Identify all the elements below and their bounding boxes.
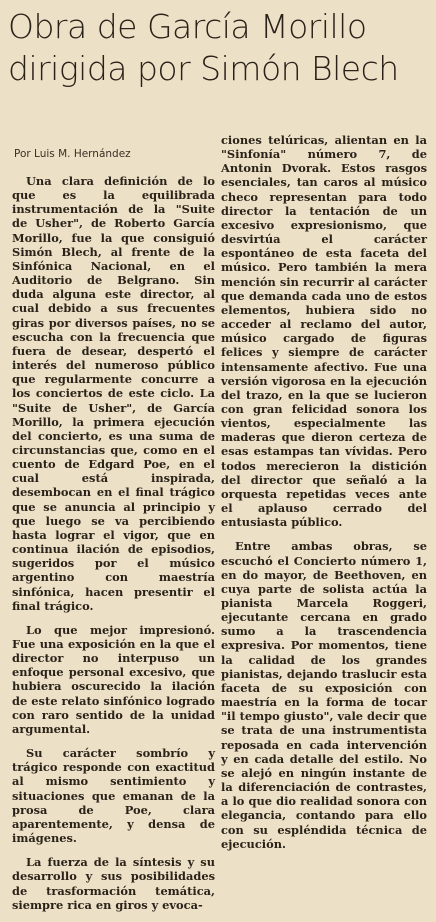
headline <box>8 6 430 90</box>
left-column <box>12 174 215 922</box>
paragraph: La fuerza de la síntesis y su desarrollo y sus posibilidades de trasformación temática, siempre rica en giros y evoca- <box>12 855 215 912</box>
paragraph: ciones telúricas, alientan en la "Sinfonía" número 7, de Antonin Dvorak. Estos rasgos esenciales, tan caros al músico checo representan para todo director la tentación de un excesivo expresionismo, que desvirtúa el carácter espontáneo de esta faceta del músico. Pero también la mera mención sin recurrir al carácter que demanda cada uno de estos elementos, hubiera sido no acceder al reclamo del autor, músico cargado de figuras felices y siempre de carácter intensamente afectivo. Fue una versión vigorosa en la ejecución del trazo, en la que se lucieron con gran felicidad sonora los vientos, especialmente las maderas que dieron certeza de esas estampas tan vívidas. Pero todos merecieron la distición del director que señaló a la orquesta repetidas veces ante el aplauso cerrado del entusiasta público. <box>221 133 427 530</box>
paragraph: Su carácter sombrío y trágico responde con exactitud al mismo sentimiento y situaciones que emanan de la prosa de Poe, clara aparentemente, y densa de imágenes. <box>12 746 215 846</box>
headline-line-2: dirigida por Simón Blech <box>8 49 399 88</box>
right-column <box>221 133 427 861</box>
byline: Por Luis M. Hernández <box>14 148 131 160</box>
paragraph: Lo que mejor impresionó. Fue una exposición en la que el director no interpuso un enfoque personal excesivo, que hubiera oscurecido la ilación de este relato sinfónico logrado con raro sentido de la unidad argumental. <box>12 622 215 736</box>
paragraph: Una clara definición de lo que es la equilibrada instrumentación de la "Suite de Usher", de Roberto García Morillo, fue la que consiguió Simón Blech, al frente de la Sinfónica Nacional, en el Auditorio de Belgrano. Sin duda alguna este director, al cual debido a sus frecuentes giras por diversos países, no se escucha con la frecuencia que fuera de desear, despertó el interés del numeroso público que regularmente concurre a los conciertos de este ciclo. La "Suite de Usher", de García Morillo, la primera ejecución del concierto, es una suma de circunstancias que, como en el cuento de Edgard Poe, en el cual está inspirada, desembocan en el final trágico que se anuncia al principio y que luego se va percibiendo hasta lograr el vigor, que en continua ilación de episodios, sugeridos por el músico argentino con maestría sinfónica, hacen presentir el final trágico. <box>12 174 215 613</box>
headline-line-1: Obra de García Morillo <box>8 7 367 46</box>
paragraph: Entre ambas obras, se escuchó el Concierto número 1, en do mayor, de Beethoven, en cuya parte de solista actúa la pianista Marcela Roggeri, ejecutante cercana en grado sumo a la trascendencia expresiva. Por momentos, tiene la calidad de los grandes pianistas, dejando traslucir esta faceta de su exposición con maestría en la forma de tocar "il tempo giusto", vale decir que se trata de una instrumentista reposada en cada intervención y en cada detalle del estilo. No se alejó en ningún instante de la diferenciación de contrastes, a lo que dio realidad sonora con elegancia, contando para ello con su espléndida técnica de ejecución. <box>221 539 427 851</box>
